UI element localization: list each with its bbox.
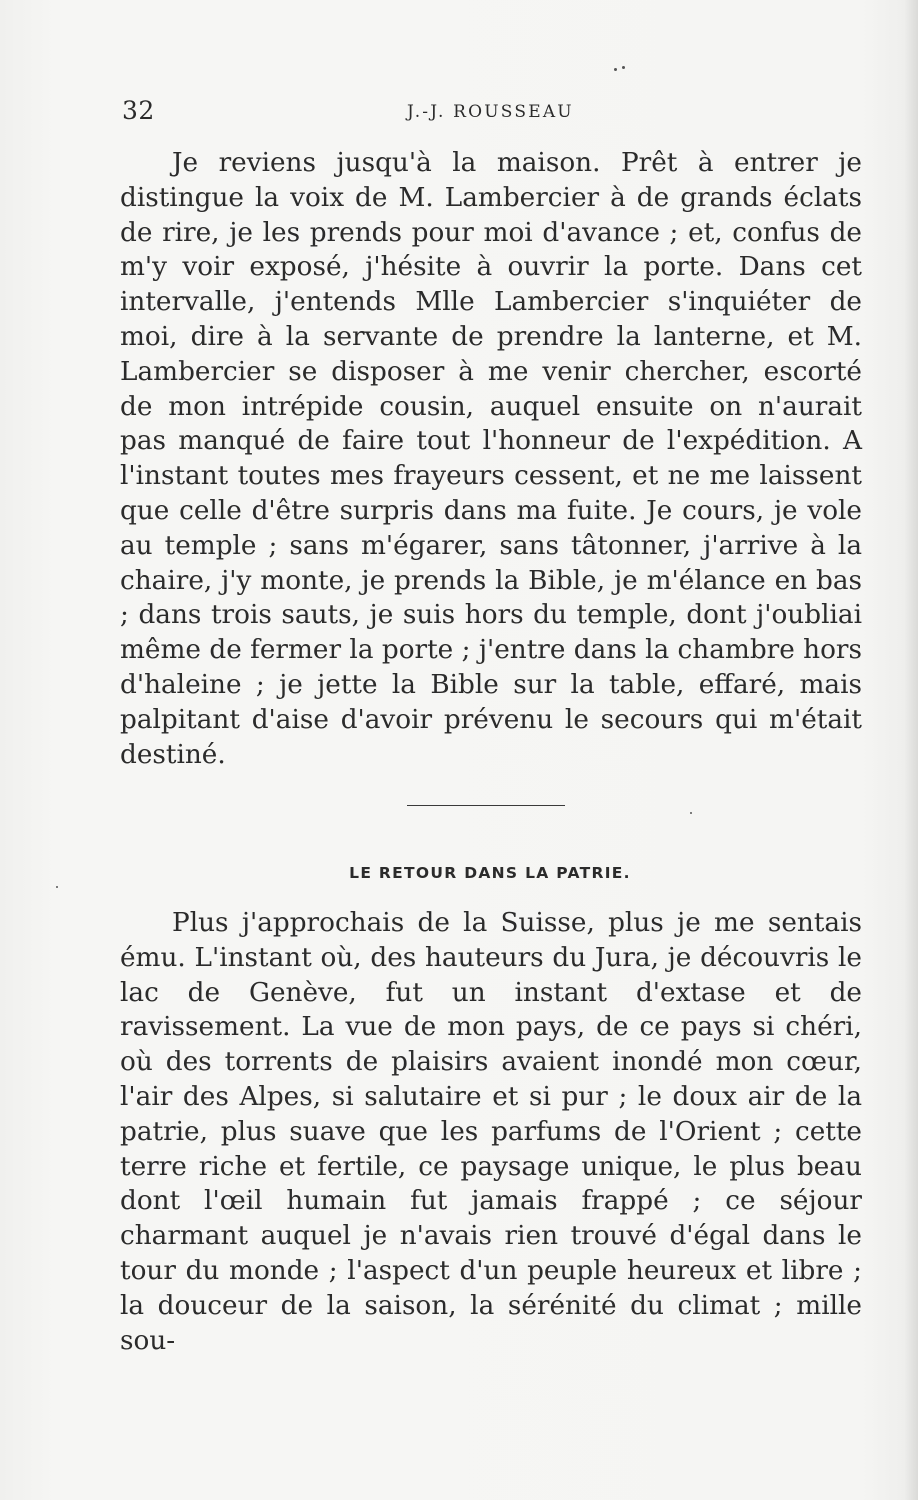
page-number: 32 <box>122 96 155 125</box>
paragraph-2: Plus j'approchais de la Suisse, plus je me sentais ému. L'instant où, des hauteurs du Jura, je découvris le lac de Genève, fut un instant d'extase et de ravissement. La vue de mon pays, de ce pays si chéri, où des torrents de plaisirs avaient inondé mon cœur, l'air des Alpes, si salutaire et si pur ; le doux air de la patrie, plus suave que les parfums de l'Orient ; cette terre riche et fertile, ce paysage unique, le plus beau dont l'œil humain fut jamais frappé ; ce séjour charmant auquel je n'avais rien trouvé d'égal dans le tour du monde ; l'aspect d'un peuple heureux et libre ; la douceur de la saison, la sérénité du climat ; mille sou- <box>120 908 862 1356</box>
running-head <box>122 96 862 126</box>
section-divider <box>407 805 565 806</box>
page-edge-shadow <box>904 0 918 1500</box>
print-speck <box>56 886 58 888</box>
print-speck <box>690 812 692 814</box>
print-speck <box>614 68 617 71</box>
paragraph-1: Je reviens jusqu'à la maison. Prêt à entrer je distingue la voix de M. Lambercier à de grands éclats de rire, je les prends pour moi d'avance ; et, confus de m'y voir exposé, j'hésite à ouvrir la porte. Dans cet intervalle, j'entends Mlle Lambercier s'inquiéter de moi, dire à la servante de prendre la lanterne, et M. Lambercier se disposer à me venir chercher, escorté de mon intrépide cousin, auquel ensuite on n'aurait pas manqué de faire tout l'honneur de l'expédition. A l'instant toutes mes frayeurs cessent, et ne me laissent que celle d'être surpris dans ma fuite. Je cours, je vole au temple ; sans m'égarer, sans tâtonner, j'arrive à la chaire, j'y monte, je prends la Bible, je m'élance en bas ; dans trois sauts, je suis hors du temple, dont j'oubliai même de fermer la porte ; j'entre dans la chambre hors d'haleine ; je jette la Bible sur la table, effaré, mais palpitant d'aise d'avoir prévenu le secours qui m'était destiné. <box>120 148 862 770</box>
section-heading: LE RETOUR DANS LA PATRIE. <box>349 864 631 882</box>
print-speck <box>622 66 625 69</box>
running-title: J.-J. ROUSSEAU <box>407 102 574 122</box>
